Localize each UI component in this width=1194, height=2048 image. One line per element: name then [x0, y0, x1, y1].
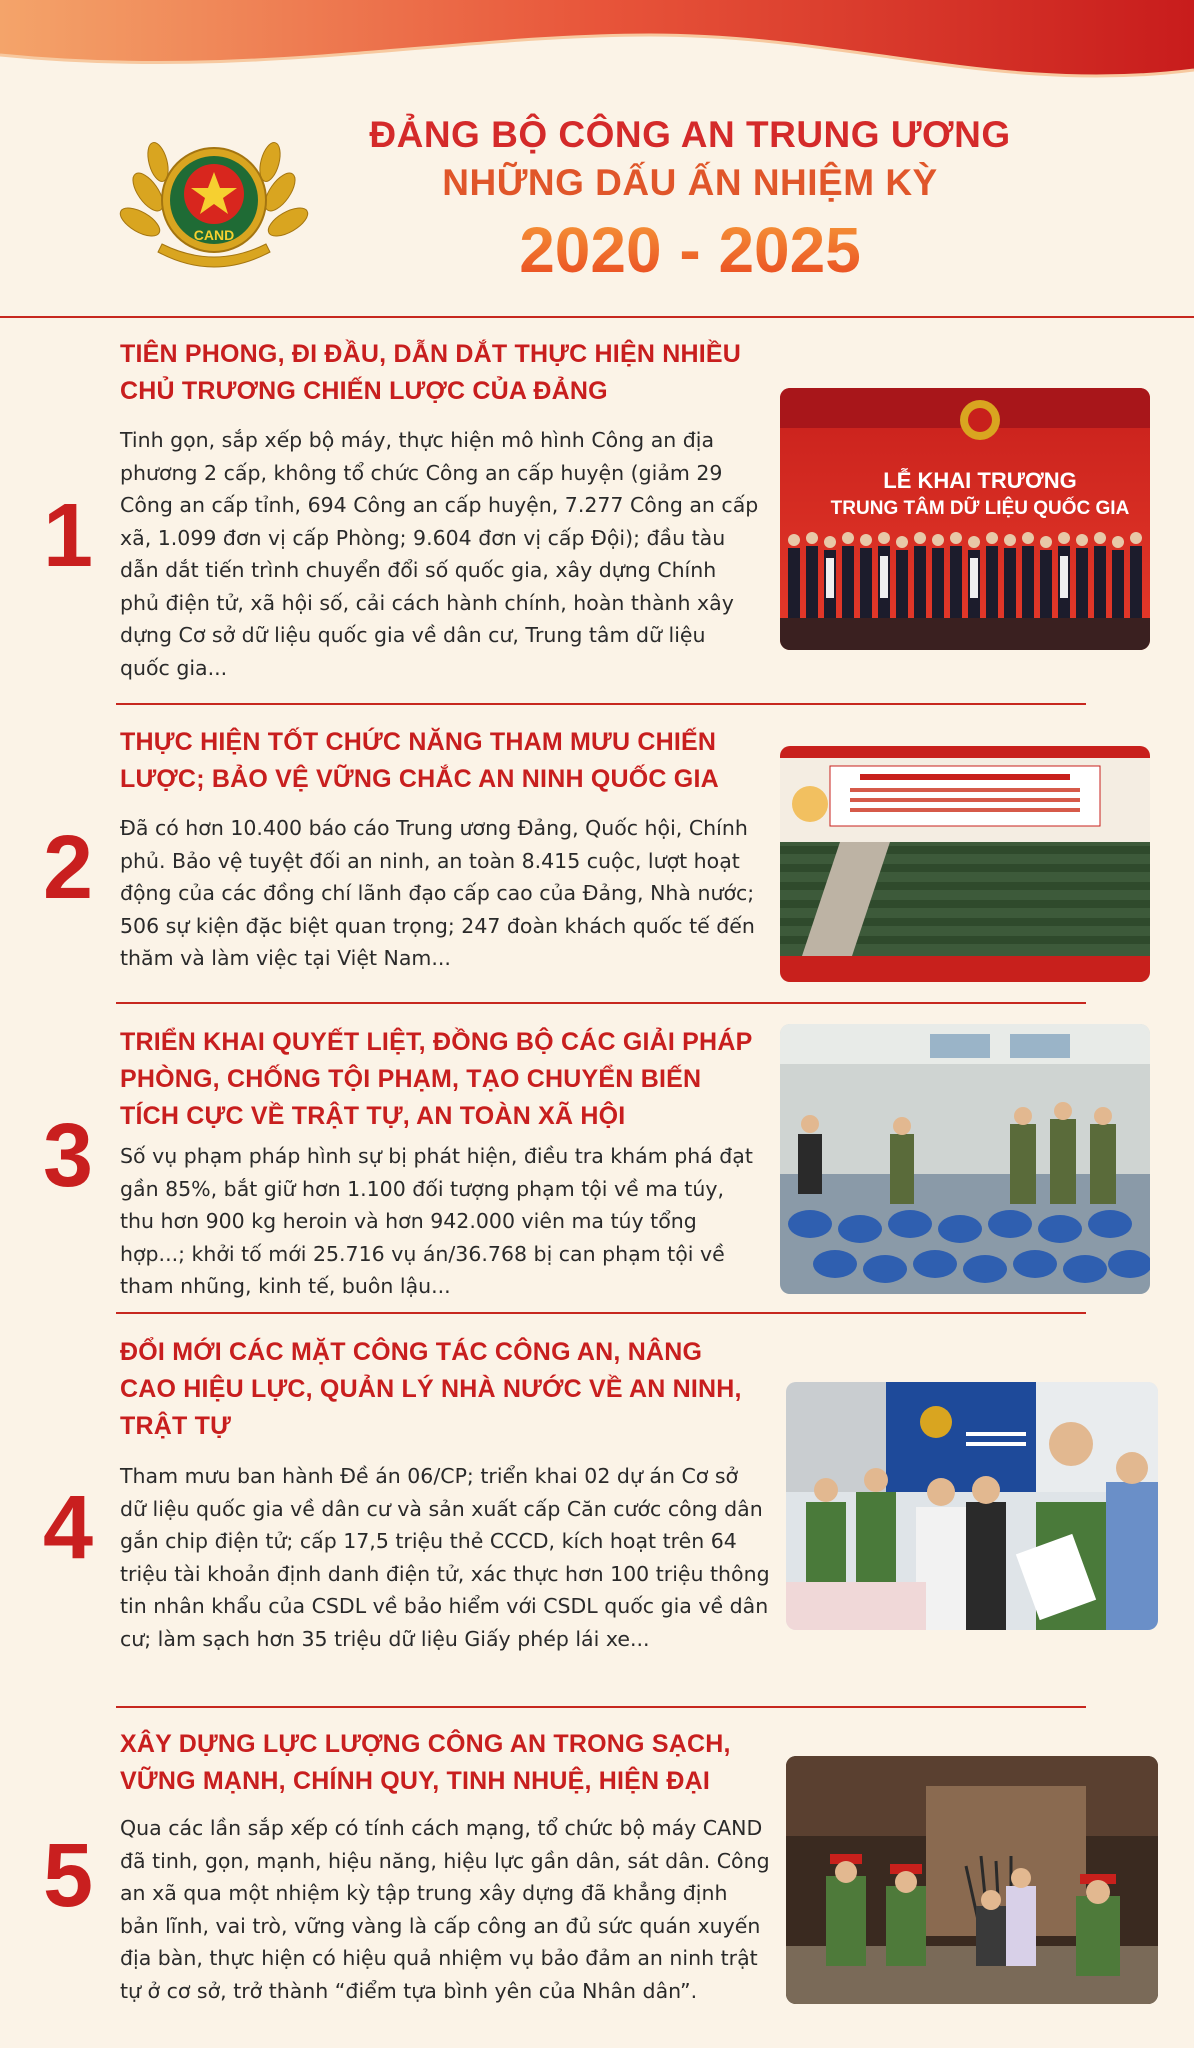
section-number: 1	[42, 486, 94, 586]
section-divider	[116, 1002, 1086, 1004]
page-subtitle: NHỮNG DẤU ẤN NHIỆM KỲ	[442, 162, 938, 203]
photo-caption-line2: TRUNG TÂM DỮ LIỆU QUỐC GIA	[830, 498, 1130, 519]
header-title-block	[330, 112, 1050, 290]
section-body: Đã có hơn 10.400 báo cáo Trung ương Đảng, Quốc hội, Chính phủ. Bảo vệ tuyệt đối an ninh, an toàn 8.415 cuộc, lượt hoạt động của các đồng chí lãnh đạo cấp cao của Đảng, Nhà nước; 506 sự kiện đặc biệt quan trọng; 247 đoàn khách quốc tế đến thăm và làm việc tại Việt Nam...	[120, 816, 755, 970]
section-body: Tham mưu ban hành Đề án 06/CP; triển khai 02 dự án Cơ sở dữ liệu quốc gia về dân cư và sản xuất cấp Căn cước công dân gắn chip điện tử; cấp 17,5 triệu thẻ CCCD, kích hoạt trên 64 triệu tài khoản định danh điện tử, xác thực hơn 100 triệu thông tin nhân khẩu của CSDL về bảo hiểm với CSDL quốc gia về dân cư; làm sạch hơn 35 triệu dữ liệu Giấy phép lái xe...	[120, 1464, 770, 1651]
section-number: 2	[42, 818, 94, 918]
svg-text:CAND: CAND	[193, 227, 235, 243]
section-title: ĐỔI MỚI CÁC MẶT CÔNG TÁC CÔNG AN, NÂNG CAO HIỆU LỰC, QUẢN LÝ NHÀ NƯỚC VỀ AN NINH, TRẬT TỰ	[120, 1338, 742, 1440]
section-title: THỰC HIỆN TỐT CHỨC NĂNG THAM MƯU CHIẾN LƯỢC; BẢO VỆ VỮNG CHẮC AN NINH QUỐC GIA	[120, 728, 719, 793]
header-wave-decoration	[0, 0, 1194, 100]
section-photo	[786, 1756, 1158, 2004]
section-body: Tinh gọn, sắp xếp bộ máy, thực hiện mô hình Công an địa phương 2 cấp, không tổ chức Công an cấp huyện (giảm 29 Công an cấp tỉnh, 694 Công an cấp huyện, 7.277 Công an cấp xã, 1.099 đơn vị cấp Phòng; 9.604 đơn vị cấp Đội); đầu tàu dẫn dắt tiến trình chuyển đổi số quốc gia, xây dựng Chính phủ điện tử, xã hội số, cải cách hành chính, hoàn thành xây dựng Cơ sở dữ liệu quốc gia về dân cư, Trung tâm dữ liệu quốc gia...	[120, 428, 759, 680]
section-body: Số vụ phạm pháp hình sự bị phát hiện, điều tra khám phá đạt gần 85%, bắt giữ hơn 1.100 đối tượng phạm tội về ma túy, thu hơn 900 kg heroin và hơn 942.000 viên ma túy tổng hợp...; khởi tố mới 25.716 vụ án/36.768 bị can phạm tội về tham nhũng, kinh tế, buôn lậu...	[120, 1144, 753, 1298]
page-title: ĐẢNG BỘ CÔNG AN TRUNG ƯƠNG	[369, 114, 1011, 155]
section-divider	[116, 1312, 1086, 1314]
police-emblem-logo	[118, 122, 310, 282]
section-title: TIÊN PHONG, ĐI ĐẦU, DẪN DẮT THỰC HIỆN NHIỀU CHỦ TRƯƠNG CHIẾN LƯỢC CỦA ĐẢNG	[120, 340, 742, 405]
section-title: TRIỂN KHAI QUYẾT LIỆT, ĐỒNG BỘ CÁC GIẢI PHÁP PHÒNG, CHỐNG TỘI PHẠM, TẠO CHUYỂN BIẾN TÍCH CỰC VỀ TRẬT TỰ, AN TOÀN XÃ HỘI	[120, 1028, 752, 1130]
section-body: Qua các lần sắp xếp có tính cách mạng, tổ chức bộ máy CAND đã tinh, gọn, mạnh, hiệu năng, hiệu lực gần dân, sát dân. Công an xã qua một nhiệm kỳ tập trung xây dựng đã khẳng định bản lĩnh, vai trò, vững vàng là cấp công an đủ sức quán xuyến địa bàn, thực hiện có hiệu quả nhiệm vụ bảo đảm an ninh trật tự ở cơ sở, trở thành “điểm tựa bình yên của Nhân dân”.	[120, 1816, 770, 2003]
section-photo	[780, 1024, 1150, 1294]
section-photo	[780, 746, 1150, 982]
photo-caption-line1: LỄ KHAI TRƯƠNG	[883, 468, 1077, 493]
section-divider	[116, 1706, 1086, 1708]
term-years: 2020 - 2025	[330, 210, 1050, 290]
section-title: XÂY DỰNG LỰC LƯỢNG CÔNG AN TRONG SẠCH, VỮNG MẠNH, CHÍNH QUY, TINH NHUỆ, HIỆN ĐẠI	[120, 1730, 731, 1795]
section-photo	[786, 1382, 1158, 1630]
section-divider	[116, 703, 1086, 705]
section-photo	[780, 388, 1150, 650]
section-number: 4	[42, 1478, 94, 1578]
header-divider	[0, 316, 1194, 318]
section-number: 3	[42, 1106, 94, 1206]
section-number: 5	[42, 1826, 94, 1926]
